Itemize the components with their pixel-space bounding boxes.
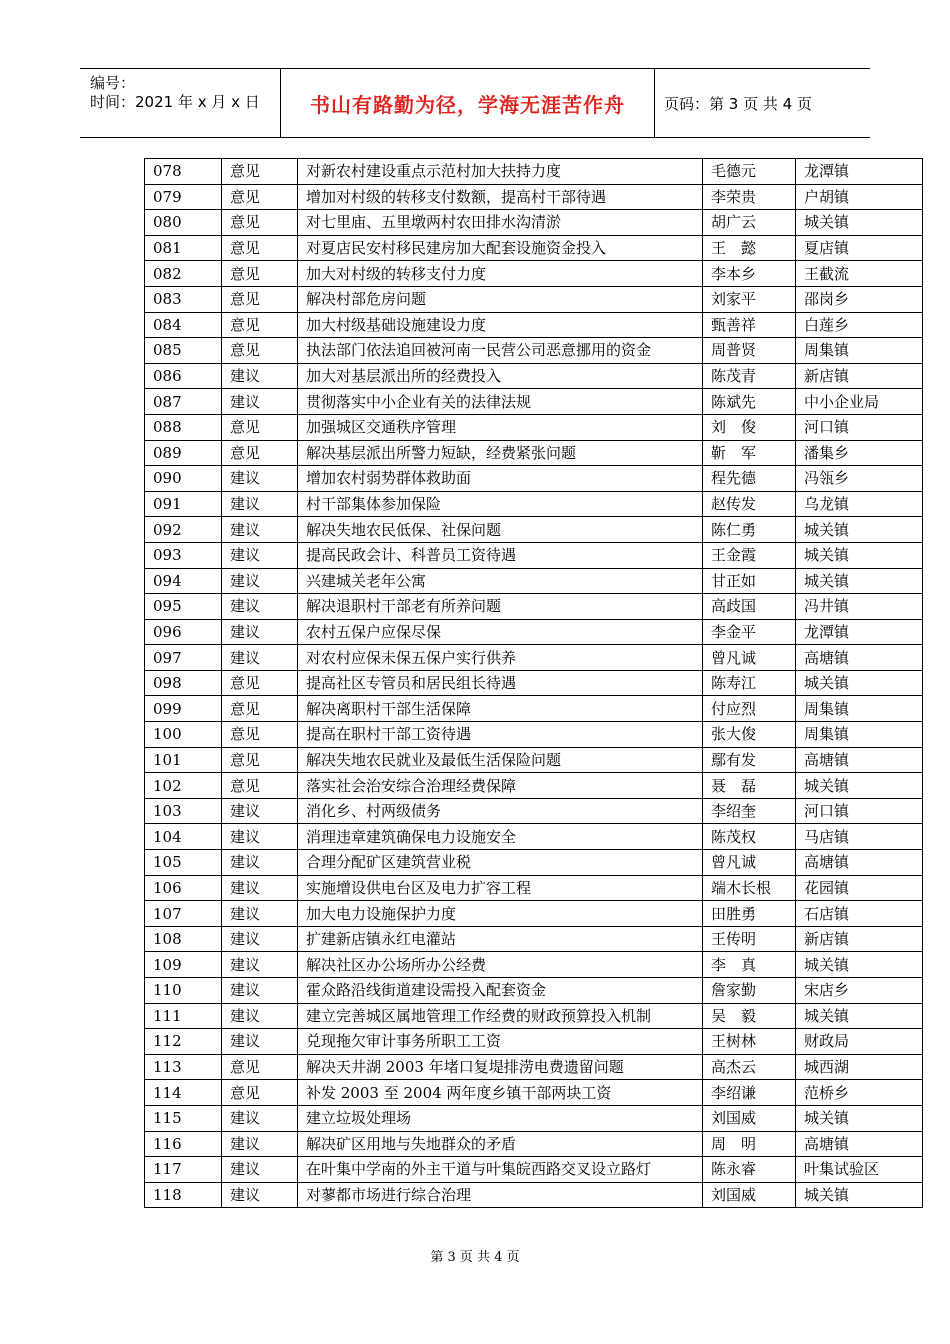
proposer-name: 王传明	[703, 926, 796, 952]
item-title: 加强城区交通秩序管理	[298, 414, 703, 440]
item-type: 建议	[222, 568, 298, 594]
table-row	[145, 1157, 923, 1183]
item-type: 建议	[222, 363, 298, 389]
item-type: 意见	[222, 338, 298, 364]
table-row	[145, 466, 923, 492]
item-number: 097	[145, 645, 222, 671]
proposer-name: 刘家平	[703, 286, 796, 312]
item-number: 096	[145, 619, 222, 645]
item-number: 079	[145, 184, 222, 210]
proposer-unit: 夏店镇	[796, 235, 923, 261]
item-type: 意见	[222, 1080, 298, 1106]
proposer-name: 靳 军	[703, 440, 796, 466]
proposer-unit: 河口镇	[796, 798, 923, 824]
item-title: 执法部门依法追回被河南一民营公司恶意挪用的资金	[298, 338, 703, 364]
proposer-name: 付应烈	[703, 696, 796, 722]
proposer-name: 甄善祥	[703, 312, 796, 338]
item-number: 103	[145, 798, 222, 824]
proposer-unit: 河口镇	[796, 414, 923, 440]
item-title: 解决失地农民就业及最低生活保险问题	[298, 747, 703, 773]
item-title: 加大村级基础设施建设力度	[298, 312, 703, 338]
table-row	[145, 517, 923, 543]
item-type: 建议	[222, 1157, 298, 1183]
table-row	[145, 210, 923, 236]
table-row	[145, 798, 923, 824]
item-type: 建议	[222, 1029, 298, 1055]
item-type: 建议	[222, 1131, 298, 1157]
proposer-name: 毛德元	[703, 159, 796, 185]
item-number: 108	[145, 926, 222, 952]
proposer-unit: 城关镇	[796, 670, 923, 696]
proposer-unit: 城关镇	[796, 1182, 923, 1208]
item-number: 088	[145, 414, 222, 440]
item-title: 解决社区办公场所办公经费	[298, 952, 703, 978]
item-number: 095	[145, 594, 222, 620]
proposer-unit: 邵岗乡	[796, 286, 923, 312]
table-row	[145, 978, 923, 1004]
table-row	[145, 389, 923, 415]
item-number: 101	[145, 747, 222, 773]
item-title: 兴建城关老年公寓	[298, 568, 703, 594]
page-header	[80, 68, 870, 138]
proposer-name: 周普贤	[703, 338, 796, 364]
item-title: 提高民政会计、科普员工资待遇	[298, 542, 703, 568]
proposer-unit: 石店镇	[796, 901, 923, 927]
table-row	[145, 261, 923, 287]
item-type: 意见	[222, 773, 298, 799]
item-number: 113	[145, 1054, 222, 1080]
table-row	[145, 952, 923, 978]
item-title: 建立完善城区属地管理工作经费的财政预算投入机制	[298, 1003, 703, 1029]
proposer-unit: 城关镇	[796, 542, 923, 568]
item-number: 099	[145, 696, 222, 722]
proposer-unit: 龙潭镇	[796, 159, 923, 185]
item-title: 解决失地农民低保、社保问题	[298, 517, 703, 543]
proposer-unit: 周集镇	[796, 338, 923, 364]
proposer-name: 高杰云	[703, 1054, 796, 1080]
item-title: 解决离职村干部生活保障	[298, 696, 703, 722]
table-row	[145, 542, 923, 568]
item-title: 解决矿区用地与失地群众的矛盾	[298, 1131, 703, 1157]
header-motto-cell	[281, 69, 655, 137]
proposer-name: 曾凡诚	[703, 850, 796, 876]
proposer-name: 李本乡	[703, 261, 796, 287]
item-type: 建议	[222, 850, 298, 876]
item-type: 建议	[222, 594, 298, 620]
proposer-unit: 财政局	[796, 1029, 923, 1055]
proposer-unit: 周集镇	[796, 696, 923, 722]
proposer-name: 刘国威	[703, 1105, 796, 1131]
table-row	[145, 722, 923, 748]
proposer-unit: 城关镇	[796, 952, 923, 978]
item-type: 意见	[222, 414, 298, 440]
item-title: 补发 2003 至 2004 两年度乡镇干部两块工资	[298, 1080, 703, 1106]
proposer-unit: 范桥乡	[796, 1080, 923, 1106]
item-number: 104	[145, 824, 222, 850]
table-row	[145, 594, 923, 620]
item-number: 080	[145, 210, 222, 236]
proposer-name: 陈寿江	[703, 670, 796, 696]
table-row	[145, 1029, 923, 1055]
header-meta	[80, 69, 281, 137]
item-type: 意见	[222, 696, 298, 722]
item-type: 建议	[222, 645, 298, 671]
item-title: 加大对基层派出所的经费投入	[298, 363, 703, 389]
item-title: 在叶集中学南的外主干道与叶集皖西路交叉设立路灯	[298, 1157, 703, 1183]
item-number: 109	[145, 952, 222, 978]
item-number: 091	[145, 491, 222, 517]
item-title: 增加农村弱势群体救助面	[298, 466, 703, 492]
proposer-unit: 新店镇	[796, 926, 923, 952]
table-row	[145, 338, 923, 364]
proposer-name: 詹家勤	[703, 978, 796, 1004]
item-type: 建议	[222, 1105, 298, 1131]
page-footer: 第 3 页 共 4 页	[430, 1250, 520, 1265]
table-row	[145, 747, 923, 773]
proposer-unit: 新店镇	[796, 363, 923, 389]
item-number: 112	[145, 1029, 222, 1055]
proposer-name: 赵传发	[703, 491, 796, 517]
table-row	[145, 670, 923, 696]
item-number: 078	[145, 159, 222, 185]
proposer-name: 陈仁勇	[703, 517, 796, 543]
item-number: 106	[145, 875, 222, 901]
item-title: 提高在职村干部工资待遇	[298, 722, 703, 748]
proposer-name: 鄢有发	[703, 747, 796, 773]
proposer-unit: 中小企业局	[796, 389, 923, 415]
item-type: 意见	[222, 159, 298, 185]
item-number: 092	[145, 517, 222, 543]
item-type: 建议	[222, 978, 298, 1004]
table-row	[145, 773, 923, 799]
proposer-name: 聂 磊	[703, 773, 796, 799]
item-number: 117	[145, 1157, 222, 1183]
table-row	[145, 363, 923, 389]
item-type: 意见	[222, 670, 298, 696]
proposer-name: 高歧国	[703, 594, 796, 620]
proposer-name: 端木长根	[703, 875, 796, 901]
proposer-unit: 城关镇	[796, 210, 923, 236]
item-type: 意见	[222, 286, 298, 312]
item-type: 意见	[222, 261, 298, 287]
item-title: 对蓼都市场进行综合治理	[298, 1182, 703, 1208]
item-number: 094	[145, 568, 222, 594]
item-type: 建议	[222, 466, 298, 492]
item-number: 116	[145, 1131, 222, 1157]
table-row	[145, 159, 923, 185]
item-number: 093	[145, 542, 222, 568]
table-row	[145, 1054, 923, 1080]
item-type: 意见	[222, 1054, 298, 1080]
item-title: 消化乡、村两级债务	[298, 798, 703, 824]
table-row	[145, 184, 923, 210]
proposer-name: 程先德	[703, 466, 796, 492]
item-number: 083	[145, 286, 222, 312]
proposer-name: 甘正如	[703, 568, 796, 594]
suggestion-table	[144, 158, 923, 1208]
item-type: 建议	[222, 926, 298, 952]
item-number: 090	[145, 466, 222, 492]
item-number: 089	[145, 440, 222, 466]
item-title: 对农村应保未保五保户实行供养	[298, 645, 703, 671]
item-type: 建议	[222, 491, 298, 517]
proposer-unit: 城关镇	[796, 1105, 923, 1131]
item-type: 建议	[222, 1003, 298, 1029]
item-type: 建议	[222, 517, 298, 543]
item-number: 114	[145, 1080, 222, 1106]
table-row	[145, 440, 923, 466]
table-row	[145, 645, 923, 671]
item-type: 建议	[222, 875, 298, 901]
proposer-unit: 城关镇	[796, 568, 923, 594]
proposer-unit: 城关镇	[796, 517, 923, 543]
table-row	[145, 1003, 923, 1029]
item-title: 落实社会治安综合治理经费保障	[298, 773, 703, 799]
item-type: 意见	[222, 210, 298, 236]
document-number: 编号：	[90, 74, 136, 92]
table-row	[145, 1131, 923, 1157]
item-title: 增加对村级的转移支付数额，提高村干部待遇	[298, 184, 703, 210]
proposer-name: 周 明	[703, 1131, 796, 1157]
table-row	[145, 1080, 923, 1106]
header-motto: 书山有路勤为径，学海无涯苦作舟	[310, 92, 625, 117]
proposer-name: 吴 毅	[703, 1003, 796, 1029]
proposer-unit: 马店镇	[796, 824, 923, 850]
item-type: 意见	[222, 184, 298, 210]
item-title: 贯彻落实中小企业有关的法律法规	[298, 389, 703, 415]
table-row	[145, 926, 923, 952]
item-title: 消理违章建筑确保电力设施安全	[298, 824, 703, 850]
proposer-unit: 高塘镇	[796, 645, 923, 671]
proposer-name: 李金平	[703, 619, 796, 645]
item-number: 115	[145, 1105, 222, 1131]
proposer-name: 王 懿	[703, 235, 796, 261]
proposer-name: 陈茂青	[703, 363, 796, 389]
item-number: 084	[145, 312, 222, 338]
item-number: 111	[145, 1003, 222, 1029]
proposer-name: 曾凡诚	[703, 645, 796, 671]
item-number: 082	[145, 261, 222, 287]
proposer-unit: 城西湖	[796, 1054, 923, 1080]
proposer-name: 陈斌先	[703, 389, 796, 415]
proposer-unit: 户胡镇	[796, 184, 923, 210]
proposer-unit: 冯瓴乡	[796, 466, 923, 492]
item-title: 提高社区专管员和居民组长待遇	[298, 670, 703, 696]
proposer-name: 胡广云	[703, 210, 796, 236]
item-type: 建议	[222, 389, 298, 415]
item-type: 意见	[222, 312, 298, 338]
proposer-name: 王金霞	[703, 542, 796, 568]
item-type: 建议	[222, 798, 298, 824]
proposer-unit: 潘集乡	[796, 440, 923, 466]
proposer-unit: 乌龙镇	[796, 491, 923, 517]
table-row	[145, 619, 923, 645]
item-type: 建议	[222, 824, 298, 850]
item-title: 扩建新店镇永红电灌站	[298, 926, 703, 952]
table-row	[145, 875, 923, 901]
item-type: 意见	[222, 722, 298, 748]
item-title: 兑现拖欠审计事务所职工工资	[298, 1029, 703, 1055]
proposer-unit: 花园镇	[796, 875, 923, 901]
proposer-unit: 宋店乡	[796, 978, 923, 1004]
item-type: 意见	[222, 235, 298, 261]
proposer-unit: 高塘镇	[796, 850, 923, 876]
item-title: 对新农村建设重点示范村加大扶持力度	[298, 159, 703, 185]
table-row	[145, 235, 923, 261]
item-number: 105	[145, 850, 222, 876]
table-row	[145, 286, 923, 312]
item-type: 建议	[222, 619, 298, 645]
proposer-name: 李 真	[703, 952, 796, 978]
item-title: 建立垃圾处理场	[298, 1105, 703, 1131]
item-number: 085	[145, 338, 222, 364]
item-title: 村干部集体参加保险	[298, 491, 703, 517]
item-number: 081	[145, 235, 222, 261]
item-title: 农村五保户应保尽保	[298, 619, 703, 645]
proposer-unit: 高塘镇	[796, 747, 923, 773]
document-date: 时间：2021 年 x 月 x 日	[90, 93, 260, 111]
table-row	[145, 568, 923, 594]
item-number: 102	[145, 773, 222, 799]
proposer-name: 李绍谦	[703, 1080, 796, 1106]
table-row	[145, 696, 923, 722]
proposer-name: 田胜勇	[703, 901, 796, 927]
item-number: 100	[145, 722, 222, 748]
table-row	[145, 491, 923, 517]
proposer-unit: 叶集试验区	[796, 1157, 923, 1183]
item-title: 解决基层派出所警力短缺，经费紧张问题	[298, 440, 703, 466]
suggestion-table-body	[145, 159, 923, 1208]
item-title: 对夏店民安村移民建房加大配套设施资金投入	[298, 235, 703, 261]
table-row	[145, 901, 923, 927]
item-type: 意见	[222, 747, 298, 773]
proposer-name: 李荣贵	[703, 184, 796, 210]
item-type: 意见	[222, 440, 298, 466]
item-title: 解决村部危房问题	[298, 286, 703, 312]
item-type: 建议	[222, 1182, 298, 1208]
item-title: 实施增设供电台区及电力扩容工程	[298, 875, 703, 901]
proposer-name: 陈茂权	[703, 824, 796, 850]
item-number: 087	[145, 389, 222, 415]
item-number: 098	[145, 670, 222, 696]
item-title: 解决退职村干部老有所养问题	[298, 594, 703, 620]
proposer-name: 王树林	[703, 1029, 796, 1055]
proposer-unit: 白莲乡	[796, 312, 923, 338]
header-page-number: 页码：第 3 页 共 4 页	[664, 94, 812, 113]
proposer-unit: 王截流	[796, 261, 923, 287]
proposer-unit: 冯井镇	[796, 594, 923, 620]
item-title: 霍众路沿线街道建设需投入配套资金	[298, 978, 703, 1004]
item-number: 107	[145, 901, 222, 927]
table-row	[145, 414, 923, 440]
table-row	[145, 1105, 923, 1131]
item-number: 118	[145, 1182, 222, 1208]
item-title: 加大电力设施保护力度	[298, 901, 703, 927]
item-title: 解决天井湖 2003 年堵口复堤排涝电费遗留问题	[298, 1054, 703, 1080]
item-title: 合理分配矿区建筑营业税	[298, 850, 703, 876]
proposer-name: 刘 俊	[703, 414, 796, 440]
item-number: 110	[145, 978, 222, 1004]
table-row	[145, 1182, 923, 1208]
proposer-name: 刘国威	[703, 1182, 796, 1208]
item-type: 建议	[222, 952, 298, 978]
item-title: 加大对村级的转移支付力度	[298, 261, 703, 287]
item-type: 建议	[222, 901, 298, 927]
header-page-cell	[655, 69, 870, 137]
proposer-name: 张大俊	[703, 722, 796, 748]
proposer-unit: 龙潭镇	[796, 619, 923, 645]
proposer-unit: 城关镇	[796, 1003, 923, 1029]
proposer-unit: 城关镇	[796, 773, 923, 799]
table-row	[145, 312, 923, 338]
item-number: 086	[145, 363, 222, 389]
table-row	[145, 824, 923, 850]
proposer-name: 陈永睿	[703, 1157, 796, 1183]
proposer-unit: 高塘镇	[796, 1131, 923, 1157]
table-row	[145, 850, 923, 876]
proposer-name: 李绍奎	[703, 798, 796, 824]
proposer-unit: 周集镇	[796, 722, 923, 748]
item-type: 建议	[222, 542, 298, 568]
item-title: 对七里庙、五里墩两村农田排水沟清淤	[298, 210, 703, 236]
